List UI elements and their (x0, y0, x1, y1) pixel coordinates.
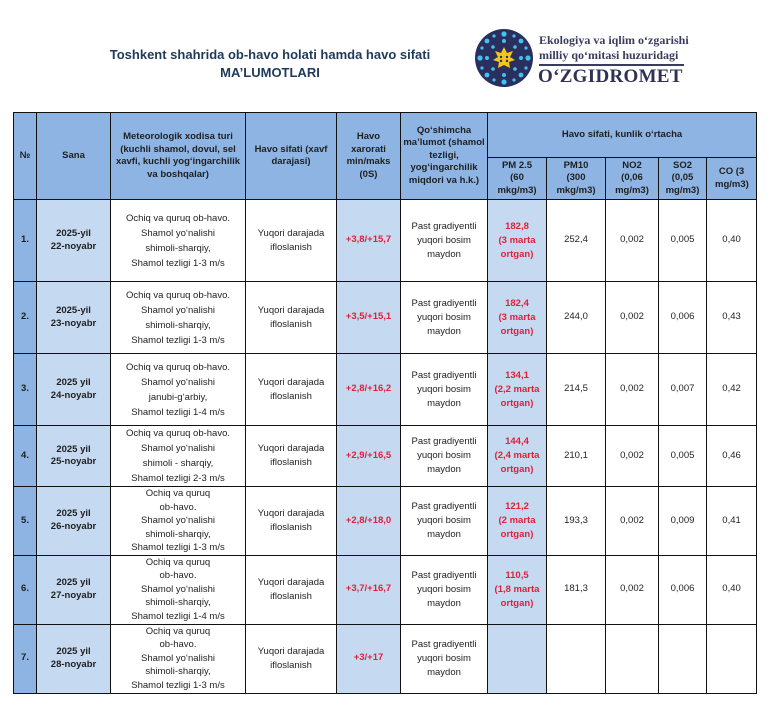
line: ortgan) (500, 397, 534, 409)
line: 110,5 (505, 569, 529, 581)
cell-meteo (111, 555, 246, 624)
table-row (14, 282, 757, 354)
cell-no2 (606, 200, 659, 282)
line: Ochiq va quruq ob-havo. (125, 212, 231, 224)
co-value: 0,43 (722, 311, 741, 323)
line: yuqori bosim (417, 583, 471, 595)
date-year: 2025 yil (56, 443, 91, 455)
col-header-no2: NO2 (0,06 mg/m3) (606, 158, 659, 200)
cell-co (707, 200, 757, 282)
pm10-value: 214,5 (564, 383, 588, 395)
so2-value: 0,009 (670, 514, 695, 526)
line: Past gradiyentli (411, 569, 477, 581)
line: shimoli-sharqiy, (145, 528, 211, 540)
ozgidromet-logo (474, 28, 724, 88)
table-row (14, 624, 757, 693)
line: 182,8 (505, 220, 529, 232)
weather-air-quality-table (13, 112, 757, 694)
line: Ochiq va quruq (145, 556, 211, 568)
title-line-1: Toshkent shahrida ob-havo holati hamda havo sifati (109, 47, 431, 62)
so2-value: 0,006 (670, 583, 695, 595)
cell-so2 (659, 282, 707, 354)
col-header-pm10: PM10 (300 mkg/m3) (547, 158, 606, 200)
col-header-pm25: PM 2.5 (60 mkg/m3) (488, 158, 547, 200)
cell-pm10 (547, 487, 606, 556)
temperature-value: +3,7/+16,7 (345, 583, 392, 595)
so2-value: 0,007 (670, 383, 695, 395)
cell-co (707, 282, 757, 354)
cell-temperature (337, 282, 401, 354)
cell-meteo (111, 624, 246, 693)
date-year: 2025-yil (56, 228, 91, 239)
line: yuqori bosim (417, 450, 471, 461)
cell-date (37, 555, 111, 624)
line: Shamol yo‘nalishi (141, 227, 215, 239)
line: maydon (427, 666, 461, 678)
date-year: 2025 yil (56, 646, 91, 657)
row-number: 4. (21, 449, 29, 461)
line: Shamol tezligi 1-4 m/s (131, 406, 225, 418)
cell-air-quality (246, 282, 337, 354)
line: Past gradiyentli (411, 297, 477, 309)
line: Shamol tezligi 1-3 m/s (131, 334, 225, 346)
line: ifloslanish (270, 659, 312, 671)
line: Yuqori darajada (257, 304, 325, 316)
line: ortgan) (500, 248, 534, 260)
cell-no2 (606, 426, 659, 487)
cell-air-quality (246, 354, 337, 426)
line: ifloslanish (270, 318, 312, 330)
line: shimoli-sharqiy, (145, 597, 211, 609)
cell-date (37, 487, 111, 556)
line: Past gradiyentli (411, 436, 477, 447)
line: Yuqori darajada (257, 376, 325, 388)
cell-co (707, 426, 757, 487)
line: ifloslanish (270, 590, 312, 602)
line: 144,4 (505, 436, 529, 447)
line: janubi-g‘arbiy, (148, 391, 208, 403)
cell-pm25 (488, 200, 547, 282)
temperature-value: +3/+17 (353, 652, 384, 664)
row-number: 5. (21, 514, 29, 526)
line: Shamol yo‘nalishi (141, 443, 215, 454)
cell-co (707, 487, 757, 556)
logo-subtitle-2: milliy qo‘mitasi huzuridagi (539, 48, 679, 62)
cell-extra (401, 282, 488, 354)
cell-air-quality (246, 200, 337, 282)
line: Shamol yo‘nalishi (141, 304, 215, 316)
row-number: 3. (21, 383, 29, 395)
cell-no2 (606, 555, 659, 624)
co-value: 0,41 (722, 514, 741, 526)
table-row (14, 200, 757, 282)
col-header-meteo: Meteorologik xodisa turi (kuchli shamol, dovul, sel xavfi, kuchli yog‘ingarchilik va boshqalar) (111, 113, 246, 200)
cell-num (14, 426, 37, 487)
so2-value: 0,005 (670, 234, 695, 246)
cell-pm25 (488, 487, 547, 556)
pm10-value: 193,3 (564, 514, 588, 526)
line: (2,4 marta (494, 450, 540, 461)
date-day: 27-noyabr (50, 589, 97, 601)
col-header-air-quality: Havo sifati (xavf darajasi) (246, 113, 337, 200)
cell-temperature (337, 624, 401, 693)
no2-value: 0,002 (620, 234, 644, 246)
no2-value: 0,002 (620, 383, 644, 395)
cell-pm25 (488, 354, 547, 426)
row-number: 7. (21, 652, 29, 664)
line: Shamol tezligi 1-3 m/s (131, 257, 225, 269)
cell-num (14, 624, 37, 693)
line: Shamol tezligi 2-3 m/s (131, 473, 225, 484)
line: ifloslanish (270, 390, 312, 402)
logo-subtitle-1: Ekologiya va iqlim o‘zgarishi (539, 33, 689, 47)
cell-pm10 (547, 555, 606, 624)
col-header-temperature: Havo xarorati min/maks (0S) (337, 113, 401, 200)
line: ortgan) (500, 325, 534, 337)
cell-so2 (659, 555, 707, 624)
line: shimoli - sharqiy, (142, 458, 214, 469)
line: 182,4 (505, 297, 529, 309)
cell-pm10 (547, 624, 606, 693)
cell-extra (401, 200, 488, 282)
date-day: 25-noyabr (50, 456, 97, 467)
cell-pm10 (547, 354, 606, 426)
cell-no2 (606, 354, 659, 426)
line: Past gradiyentli (411, 500, 477, 512)
cell-pm10 (547, 200, 606, 282)
page-title (100, 46, 440, 82)
temperature-value: +2,8/+16,2 (345, 383, 392, 395)
line: Past gradiyentli (411, 369, 477, 381)
table-row (14, 426, 757, 487)
line: yuqori bosim (417, 383, 471, 395)
col-header-num: № (14, 113, 37, 200)
no2-value: 0,002 (620, 449, 644, 461)
line: yuqori bosim (417, 311, 471, 323)
star-emblem-icon (474, 28, 534, 88)
line: Shamol yo‘nalishi (141, 515, 215, 526)
cell-extra (401, 426, 488, 487)
col-header-extra: Qo‘shimcha ma’lumot (shamol tezligi, yog‘ingarchilik miqdori va h.k.) (401, 113, 488, 200)
logo-brand-name: O‘ZGIDROMET (538, 66, 683, 87)
co-value: 0,40 (722, 234, 741, 246)
line: Yuqori darajada (257, 443, 325, 454)
line: (3 marta (498, 234, 536, 246)
cell-pm25 (488, 282, 547, 354)
so2-value: 0,006 (670, 311, 695, 323)
so2-value: 0,005 (670, 449, 695, 461)
temperature-value: +3,8/+15,7 (345, 234, 392, 246)
line: maydon (427, 248, 461, 260)
line: (2,2 marta (494, 383, 540, 395)
line: (2 marta (498, 514, 536, 526)
cell-meteo (111, 200, 246, 282)
cell-date (37, 282, 111, 354)
cell-num (14, 282, 37, 354)
line: maydon (427, 397, 461, 409)
cell-meteo (111, 426, 246, 487)
co-value: 0,46 (722, 449, 741, 461)
cell-temperature (337, 426, 401, 487)
cell-date (37, 200, 111, 282)
line: Yuqori darajada (257, 576, 325, 588)
cell-so2 (659, 426, 707, 487)
line: Ochiq va quruq ob-havo. (125, 361, 231, 373)
cell-no2 (606, 487, 659, 556)
line: Shamol yo‘nalishi (141, 376, 215, 388)
col-header-co: CO (3 mg/m3) (707, 158, 757, 200)
line: ifloslanish (270, 241, 312, 253)
no2-value: 0,002 (620, 583, 644, 595)
line: Shamol tezligi 1-3 m/s (131, 679, 225, 691)
line: maydon (427, 597, 461, 609)
cell-so2 (659, 487, 707, 556)
cell-num (14, 487, 37, 556)
line: ortgan) (500, 464, 534, 475)
line: Yuqori darajada (257, 645, 325, 657)
col-header-group-air-quality-daily: Havo sifati, kunlik o‘rtacha (488, 113, 757, 158)
cell-temperature (337, 354, 401, 426)
cell-pm25 (488, 555, 547, 624)
line: Shamol yo‘nalishi (141, 652, 215, 664)
date-day: 23-noyabr (50, 317, 97, 329)
line: 134,1 (505, 369, 529, 381)
line: (1,8 marta (494, 583, 540, 595)
cell-co (707, 555, 757, 624)
line: Yuqori darajada (257, 227, 325, 239)
line: ortgan) (500, 597, 534, 609)
line: maydon (427, 325, 461, 337)
cell-air-quality (246, 426, 337, 487)
line: ifloslanish (270, 457, 312, 468)
cell-temperature (337, 200, 401, 282)
pm10-value: 252,4 (564, 234, 588, 246)
date-day: 22-noyabr (50, 240, 97, 252)
cell-air-quality (246, 487, 337, 556)
cell-so2 (659, 200, 707, 282)
row-number: 1. (21, 234, 29, 246)
title-line-2: MA’LUMOTLARI (220, 65, 320, 80)
line: maydon (427, 528, 461, 540)
cell-so2 (659, 354, 707, 426)
temperature-value: +2,9/+16,5 (345, 449, 392, 461)
table-row (14, 487, 757, 556)
temperature-value: +3,5/+15,1 (345, 311, 392, 323)
cell-meteo (111, 282, 246, 354)
temperature-value: +2,8/+18,0 (345, 514, 392, 526)
cell-extra (401, 487, 488, 556)
line: shimoli-sharqiy, (145, 242, 211, 254)
cell-air-quality (246, 624, 337, 693)
cell-pm25 (488, 624, 547, 693)
table-row (14, 555, 757, 624)
cell-meteo (111, 354, 246, 426)
date-year: 2025 yil (56, 377, 91, 388)
no2-value: 0,002 (620, 514, 644, 526)
date-day: 26-noyabr (50, 520, 97, 532)
cell-temperature (337, 487, 401, 556)
pm10-value: 181,3 (564, 583, 588, 595)
cell-so2 (659, 624, 707, 693)
cell-extra (401, 624, 488, 693)
line: Yuqori darajada (257, 507, 325, 519)
cell-extra (401, 354, 488, 426)
line: 121,2 (505, 500, 529, 512)
line: Ochiq va quruq ob-havo. (125, 289, 231, 301)
line: ob-havo. (159, 639, 197, 651)
cell-date (37, 426, 111, 487)
line: (3 marta (498, 311, 536, 323)
cell-date (37, 624, 111, 693)
line: Past gradiyentli (411, 220, 477, 232)
line: ob-havo. (159, 501, 197, 513)
row-number: 6. (21, 583, 29, 595)
date-year: 2025-yil (56, 305, 91, 316)
date-day: 24-noyabr (50, 389, 97, 401)
col-header-so2: SO2 (0,05 mg/m3) (659, 158, 707, 200)
cell-pm25 (488, 426, 547, 487)
line: Ochiq va quruq (145, 625, 211, 637)
cell-no2 (606, 624, 659, 693)
cell-num (14, 200, 37, 282)
date-day: 28-noyabr (50, 658, 97, 670)
no2-value: 0,002 (620, 311, 644, 323)
cell-meteo (111, 487, 246, 556)
table-row (14, 354, 757, 426)
line: shimoli-sharqiy, (145, 666, 211, 678)
cell-pm10 (547, 426, 606, 487)
pm10-value: 210,1 (564, 449, 588, 461)
line: Shamol tezligi 1-4 m/s (131, 610, 225, 622)
line: ifloslanish (270, 521, 312, 533)
line: ob-havo. (159, 570, 197, 582)
cell-temperature (337, 555, 401, 624)
line: yuqori bosim (417, 234, 471, 246)
co-value: 0,40 (722, 583, 741, 595)
line: maydon (427, 464, 461, 475)
line: Shamol tezligi 1-3 m/s (131, 542, 225, 553)
line: yuqori bosim (417, 514, 471, 526)
line: Ochiq va quruq (145, 488, 211, 499)
cell-extra (401, 555, 488, 624)
date-year: 2025 yil (56, 577, 91, 588)
row-number: 2. (21, 311, 29, 323)
line: Shamol yo‘nalishi (141, 583, 215, 595)
line: ortgan) (500, 528, 534, 540)
line: yuqori bosim (417, 652, 471, 664)
cell-co (707, 354, 757, 426)
cell-co (707, 624, 757, 693)
pm10-value: 244,0 (564, 311, 588, 323)
cell-pm10 (547, 282, 606, 354)
line: Past gradiyentli (411, 638, 477, 650)
line: shimoli-sharqiy, (145, 319, 211, 331)
cell-num (14, 354, 37, 426)
cell-air-quality (246, 555, 337, 624)
col-header-date: Sana (37, 113, 111, 200)
date-year: 2025 yil (56, 508, 91, 520)
co-value: 0,42 (722, 383, 741, 395)
cell-date (37, 354, 111, 426)
cell-num (14, 555, 37, 624)
cell-no2 (606, 282, 659, 354)
line: Ochiq va quruq ob-havo. (125, 428, 231, 439)
